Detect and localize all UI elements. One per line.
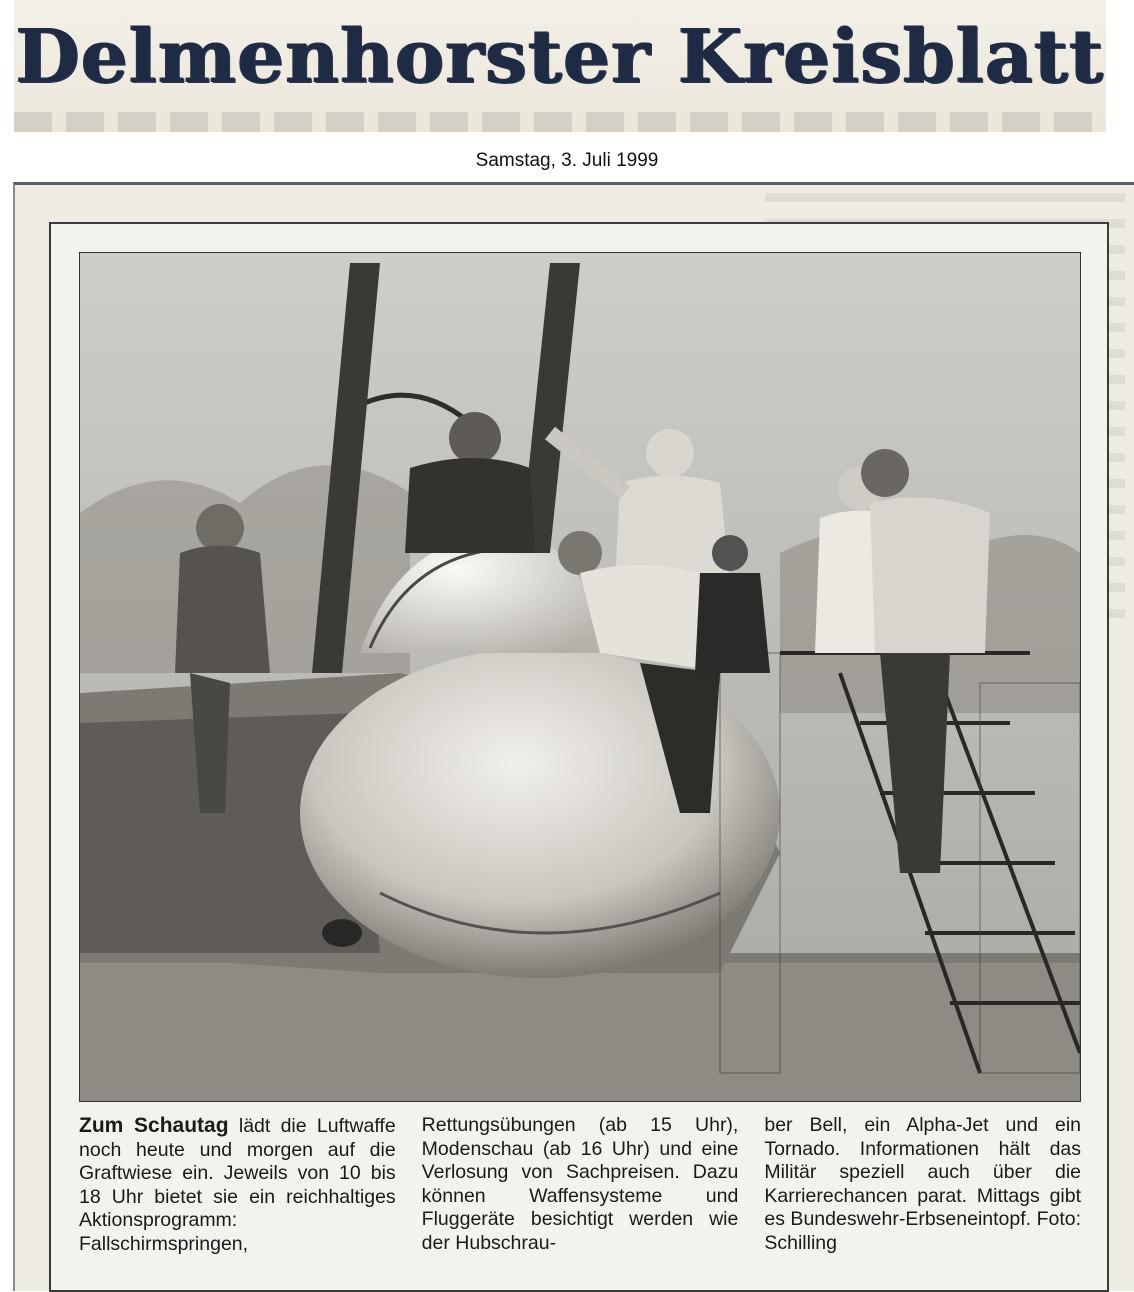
photo-caption	[79, 1114, 1081, 1264]
caption-column-3	[764, 1114, 1081, 1264]
caption-text-1: lädt die Luftwaffe noch heute und morgen auf die Graftwiese ein. Jeweils von 10 bis 18 Uhr bietet sie ein reichhaltiges Aktionsprogramm: Fallschirmspringen,	[79, 1115, 396, 1255]
caption-column-1	[79, 1114, 396, 1264]
masthead-bleedthrough	[14, 112, 1106, 132]
masthead-banner	[14, 0, 1106, 132]
caption-lead: Zum Schautag	[79, 1114, 229, 1137]
caption-text-3: ber Bell, ein Alpha-Jet und ein Tornado. Informationen hält das Militär speziell auch über die Karrierechancen parat. Mittags gibt es Bundeswehr-Erbseneintopf. Foto: Schilling	[764, 1114, 1082, 1254]
newspaper-clipping	[13, 182, 1134, 1291]
caption-column-2	[422, 1114, 739, 1264]
article-photo	[79, 252, 1081, 1102]
publication-date: Samstag, 3. Juli 1999	[475, 150, 659, 171]
caption-text-2: Rettungsübungen (ab 15 Uhr), Modenschau (ab 16 Uhr) und eine Verlosung von Sachpreisen. Dazu können Waffensysteme und Fluggeräte besichtigt werden wie der Hubschrau-	[421, 1114, 739, 1254]
newspaper-title: Delmenhorster Kreisblatt	[15, 14, 1105, 100]
article-frame	[49, 222, 1109, 1292]
